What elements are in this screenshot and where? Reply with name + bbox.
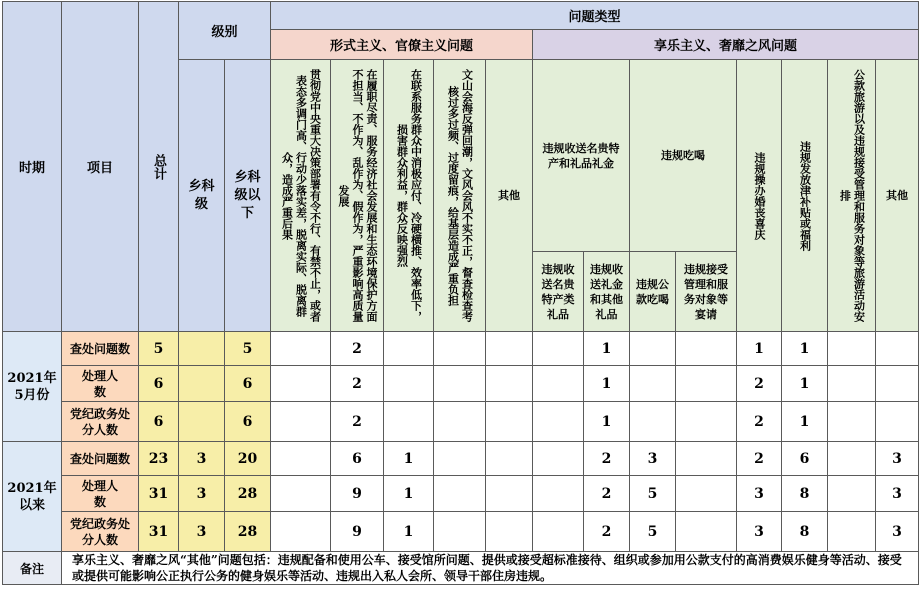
township-cell [179,402,225,442]
value-cell: 1 [584,332,630,366]
value-cell [434,512,486,552]
value-cell: 1 [782,366,828,402]
eat-group-header: 违规吃喝 [630,60,737,252]
hedonism-col-1-header: 违规操办婚丧喜庆 [737,60,782,332]
value-cell: 2 [331,402,384,442]
value-cell [828,366,876,402]
value-cell [676,402,737,442]
value-cell: 9 [331,476,384,512]
period-header: 时期 [3,2,62,332]
value-cell [876,366,919,402]
value-cell: 8 [782,512,828,552]
value-cell: 9 [331,512,384,552]
value-cell: 2 [737,402,782,442]
value-cell: 8 [782,476,828,512]
value-cell [434,442,486,476]
total-cell: 23 [139,442,179,476]
total-cell: 5 [139,332,179,366]
value-cell [533,512,584,552]
item-cell [62,366,139,402]
gift-sub-2-header: 违规收送礼金和其他礼品 [584,252,630,332]
period-cell: 2021年以来 [3,442,62,552]
item-cell [62,476,139,512]
level-township-header: 乡科级 [179,60,225,332]
value-cell [486,402,533,442]
value-cell: 1 [782,332,828,366]
value-cell [828,512,876,552]
value-cell [876,402,919,442]
value-cell [676,476,737,512]
value-cell: 5 [630,512,676,552]
item-label: 处理人数 [82,368,119,399]
level-header: 级别 [179,2,271,60]
value-cell: 1 [384,512,434,552]
value-cell [486,512,533,552]
total-cell: 31 [139,476,179,512]
value-cell: 3 [876,476,919,512]
formalism-header: 形式主义、官僚主义问题 [271,30,533,60]
value-cell: 3 [876,512,919,552]
table-row [3,512,919,552]
below-cell: 5 [225,332,271,366]
disciplinary-statistics-table [2,1,919,585]
value-cell [271,332,331,366]
total-cell: 6 [139,366,179,402]
below-cell: 28 [225,476,271,512]
value-cell [271,442,331,476]
hedonism-header: 享乐主义、奢靡之风问题 [533,30,919,60]
value-cell [486,442,533,476]
value-cell: 2 [737,366,782,402]
eat-sub-2-header: 违规接受管理和服务对象等宴请 [676,252,737,332]
below-cell: 28 [225,512,271,552]
gift-sub-1-header: 违规收送名贵特产类礼品 [533,252,584,332]
value-cell: 1 [782,402,828,442]
township-cell: 3 [179,512,225,552]
value-cell [630,366,676,402]
item-cell [62,442,139,476]
report-table-page [2,1,918,591]
township-cell [179,366,225,402]
item-cell [62,512,139,552]
value-cell: 2 [584,442,630,476]
value-cell [828,442,876,476]
item-label: 党纪政务处分人数 [69,406,130,437]
value-cell: 1 [384,442,434,476]
value-cell: 3 [876,442,919,476]
value-cell [271,366,331,402]
formalism-col-1-header: 贯彻党中央重大决策部署有令不行、有禁不止，或者表态多调门高、行动少落实差，脱离实际、脱离群众，造成严重后果 [271,60,331,332]
value-cell [630,332,676,366]
value-cell [676,366,737,402]
formalism-col-3-header: 在联系服务群众中消极应付、冷硬横推、效率低下，损害群众利益，群众反映强烈 [384,60,434,332]
value-cell [533,476,584,512]
value-cell [876,332,919,366]
value-cell [434,402,486,442]
value-cell [676,442,737,476]
below-cell: 20 [225,442,271,476]
value-cell [384,332,434,366]
value-cell [271,476,331,512]
total-cell: 6 [139,402,179,442]
value-cell: 6 [331,442,384,476]
value-cell [486,332,533,366]
item-label: 查处问题数 [69,341,130,356]
note-label: 备注 [3,552,62,585]
table-row [3,402,919,442]
value-cell [384,402,434,442]
value-cell: 2 [331,332,384,366]
value-cell [434,476,486,512]
hedonism-other-header: 其他 [876,60,919,332]
eat-sub-1-header: 违规公款吃喝 [630,252,676,332]
value-cell: 6 [782,442,828,476]
value-cell: 1 [737,332,782,366]
below-cell: 6 [225,366,271,402]
period-cell: 2021年5月份 [3,332,62,442]
item-header: 项目 [62,2,139,332]
value-cell: 3 [737,512,782,552]
item-label: 党纪政务处分人数 [69,516,130,547]
value-cell: 1 [584,366,630,402]
value-cell [486,366,533,402]
item-label: 处理人数 [82,478,119,509]
hedonism-col-2-header: 违规发放津补贴或福利 [782,60,828,332]
value-cell [676,332,737,366]
township-cell: 3 [179,442,225,476]
item-cell [62,332,139,366]
item-label: 查处问题数 [69,451,130,466]
value-cell [533,366,584,402]
value-cell [533,332,584,366]
value-cell [434,366,486,402]
item-cell [62,402,139,442]
value-cell [486,476,533,512]
value-cell: 2 [584,476,630,512]
formalism-col-4-header: 文山会海反弹回潮，文风会风不实不正，督查检查考核过多过频、过度留痕，给基层造成严重负担 [434,60,486,332]
below-cell: 6 [225,402,271,442]
township-cell: 3 [179,476,225,512]
value-cell [533,402,584,442]
formalism-other-header: 其他 [486,60,533,332]
value-cell [271,402,331,442]
value-cell: 1 [384,476,434,512]
value-cell: 1 [584,402,630,442]
value-cell: 3 [630,442,676,476]
table-row [3,442,919,476]
total-cell: 31 [139,512,179,552]
value-cell: 3 [737,476,782,512]
value-cell: 2 [737,442,782,476]
value-cell [828,332,876,366]
value-cell [271,512,331,552]
hedonism-col-3-header: 公款旅游以及违规接受管理和服务对象等旅游活动安排 [828,60,876,332]
value-cell: 5 [630,476,676,512]
problem-type-header: 问题类型 [271,2,919,30]
value-cell [630,402,676,442]
value-cell [384,366,434,402]
total-header: 总计 [139,2,179,332]
table-row [3,332,919,366]
level-below-header: 乡科级以下 [225,60,271,332]
value-cell: 2 [584,512,630,552]
table-row [3,366,919,402]
value-cell [828,476,876,512]
value-cell [533,442,584,476]
table-row [3,476,919,512]
value-cell [434,332,486,366]
value-cell [676,512,737,552]
township-cell [179,332,225,366]
value-cell: 2 [331,366,384,402]
formalism-col-2-header: 在履职尽责、服务经济社会发展和生态环境保护方面不担当、不作为、乱作为、假作为，严重影响高质量发展 [331,60,384,332]
note-text: 享乐主义、奢靡之风“其他”问题包括：违规配备和使用公车、接受馆所问题、提供或接受超标准接待、组织或参加用公款支付的高消费娱乐健身等活动、接受或提供可能影响公正执行公务的健身娱乐等活动、违规出入私人会所、领导干部住房违规。 [62,552,919,585]
gift-group-header: 违规收送名贵特产和礼品礼金 [533,60,630,252]
value-cell [828,402,876,442]
